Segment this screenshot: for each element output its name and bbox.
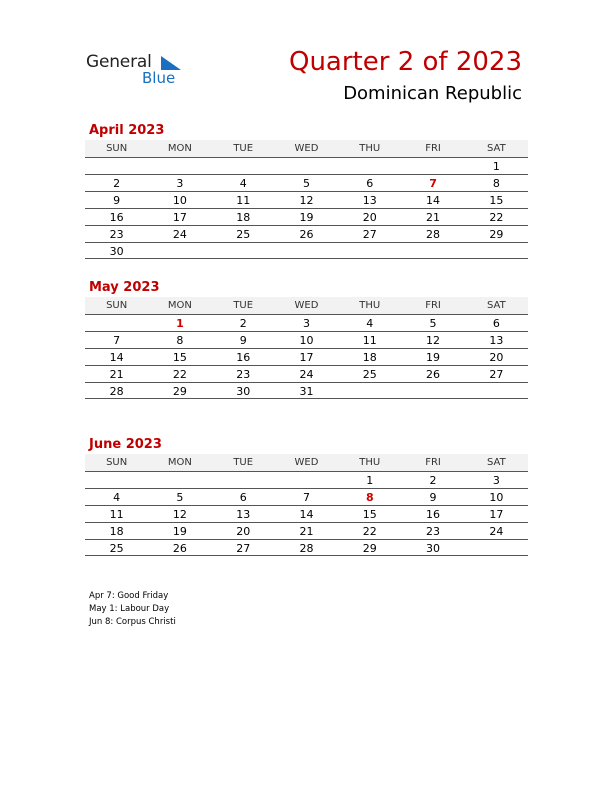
day-cell [465,540,528,555]
day-cell [465,383,528,398]
day-cell: 16 [426,508,441,521]
day-cell: 13 [362,194,377,207]
weekday-label: SUN [106,300,128,311]
day-cell: 12 [299,194,314,207]
day-cell: 12 [426,334,441,347]
day-cell [275,243,338,258]
weekday-label: MON [167,143,192,154]
day-cell: 10 [489,491,504,504]
day-cell: 15 [172,351,187,364]
day-cell: 18 [109,525,124,538]
day-cell [275,472,338,488]
day-cell: 4 [239,177,247,190]
week-row [85,488,528,505]
day-cell: 3 [302,317,310,330]
day-cell [148,243,211,258]
day-cell: 8 [176,334,184,347]
day-cell: 15 [489,194,504,207]
day-cell: 2 [239,317,247,330]
week-row [85,174,528,191]
day-cell [85,315,148,331]
weekday-header [85,454,528,471]
day-cell [212,472,275,488]
day-cell: 24 [172,228,187,241]
day-cell: 6 [366,177,374,190]
day-cell: 26 [426,368,441,381]
day-cell: 17 [172,211,187,224]
day-cell: 25 [109,542,124,555]
day-cell: 6 [492,317,500,330]
day-cell: 5 [176,491,184,504]
day-cell: 27 [236,542,251,555]
week-row [85,242,528,259]
weekday-label: WED [294,457,319,468]
month-june [85,436,528,556]
day-cell [85,158,148,174]
day-cell: 20 [362,211,377,224]
day-cell: 13 [489,334,504,347]
day-cell [85,472,148,488]
day-cell: 26 [172,542,187,555]
week-row [85,314,528,331]
day-cell: 22 [362,525,377,538]
day-cell: 25 [236,228,251,241]
day-cell: 7 [302,491,310,504]
day-cell: 23 [426,525,441,538]
weekday-label: WED [294,300,319,311]
day-cell: 27 [489,368,504,381]
day-cell: 20 [489,351,504,364]
day-cell: 11 [362,334,377,347]
day-cell: 8 [365,491,374,504]
day-cell: 1 [366,474,374,487]
day-cell: 20 [236,525,251,538]
weekday-label: MON [167,457,192,468]
day-cell: 18 [236,211,251,224]
day-cell: 4 [366,317,374,330]
day-cell: 18 [362,351,377,364]
day-cell: 12 [172,508,187,521]
weekday-label: FRI [425,457,441,468]
day-cell: 7 [113,334,121,347]
day-cell: 30 [236,385,251,398]
day-cell: 9 [429,491,437,504]
day-cell [338,243,401,258]
day-cell: 31 [299,385,314,398]
day-cell [401,243,464,258]
day-cell: 13 [236,508,251,521]
day-cell: 19 [172,525,187,538]
day-cell: 16 [109,211,124,224]
day-cell: 2 [429,474,437,487]
day-cell: 5 [302,177,310,190]
holiday-note: Jun 8: Corpus Christi [89,617,176,627]
day-cell: 15 [362,508,377,521]
weekday-header [85,297,528,314]
week-row [85,365,528,382]
day-cell: 24 [489,525,504,538]
day-cell: 7 [429,177,437,190]
day-cell [338,383,401,398]
holiday-notes [89,590,176,629]
day-cell: 2 [113,177,121,190]
day-cell [212,243,275,258]
week-row [85,522,528,539]
month-april [85,122,528,259]
day-cell: 19 [426,351,441,364]
weekday-label: TUE [233,143,254,154]
day-cell: 28 [426,228,441,241]
country-name: Dominican Republic [343,83,522,104]
day-cell: 24 [299,368,314,381]
weekday-label: SAT [486,143,506,154]
holiday-note: May 1: Labour Day [89,604,170,614]
week-row [85,539,528,556]
weekday-label: THU [359,300,381,311]
week-row [85,471,528,488]
weekday-label: MON [167,300,192,311]
day-cell: 5 [429,317,437,330]
day-cell: 17 [489,508,504,521]
day-cell: 21 [109,368,124,381]
week-row [85,382,528,399]
day-cell: 14 [109,351,124,364]
day-cell: 6 [239,491,247,504]
month-may [85,279,528,399]
calendar-grid [85,454,528,556]
weekday-label: THU [359,457,381,468]
month-title: April 2023 [89,123,165,138]
day-cell: 28 [109,385,124,398]
day-cell: 22 [172,368,187,381]
day-cell: 29 [362,542,377,555]
week-row [85,157,528,174]
calendar-grid [85,140,528,259]
day-cell: 11 [109,508,124,521]
day-cell: 17 [299,351,314,364]
day-cell: 29 [489,228,504,241]
logo [86,52,196,92]
day-cell: 9 [239,334,247,347]
day-cell [465,243,528,258]
page-title: Quarter 2 of 2023 [288,47,522,77]
day-cell: 21 [299,525,314,538]
month-title: June 2023 [89,437,162,452]
weekday-label: TUE [233,457,254,468]
day-cell: 10 [299,334,314,347]
weekday-label: SUN [106,457,128,468]
day-cell: 30 [426,542,441,555]
day-cell: 27 [362,228,377,241]
week-row [85,225,528,242]
day-cell [401,383,464,398]
weekday-label: SAT [486,300,506,311]
day-cell: 19 [299,211,314,224]
day-cell [148,472,211,488]
day-cell: 23 [109,228,124,241]
logo-general-text: General [86,52,152,72]
day-cell: 14 [299,508,314,521]
day-cell: 29 [172,385,187,398]
logo-triangle-icon [161,56,181,70]
day-cell: 30 [109,245,124,258]
day-cell: 14 [426,194,441,207]
month-title: May 2023 [89,280,160,295]
calendar-grid [85,297,528,399]
weekday-label: TUE [233,300,254,311]
day-cell [148,158,211,174]
week-row [85,505,528,522]
weekday-label: FRI [425,300,441,311]
day-cell [275,158,338,174]
day-cell: 1 [492,160,500,173]
logo-blue-text: Blue [142,69,176,87]
day-cell: 9 [113,194,121,207]
week-row [85,191,528,208]
weekday-label: FRI [425,143,441,154]
day-cell: 11 [236,194,251,207]
day-cell: 22 [489,211,504,224]
day-cell: 3 [176,177,184,190]
day-cell: 25 [362,368,377,381]
week-row [85,208,528,225]
weekday-label: WED [294,143,319,154]
week-row [85,331,528,348]
weekday-label: SUN [106,143,128,154]
day-cell [212,158,275,174]
day-cell [338,158,401,174]
day-cell: 16 [236,351,251,364]
day-cell: 10 [172,194,187,207]
weekday-label: THU [359,143,381,154]
day-cell [401,158,464,174]
day-cell: 28 [299,542,314,555]
week-row [85,348,528,365]
day-cell: 4 [113,491,121,504]
day-cell: 1 [176,317,184,330]
weekday-label: SAT [486,457,506,468]
weekday-header [85,140,528,157]
day-cell: 26 [299,228,314,241]
day-cell: 23 [236,368,251,381]
holiday-note: Apr 7: Good Friday [89,591,169,601]
day-cell: 8 [492,177,500,190]
day-cell: 21 [426,211,441,224]
day-cell: 3 [492,474,500,487]
